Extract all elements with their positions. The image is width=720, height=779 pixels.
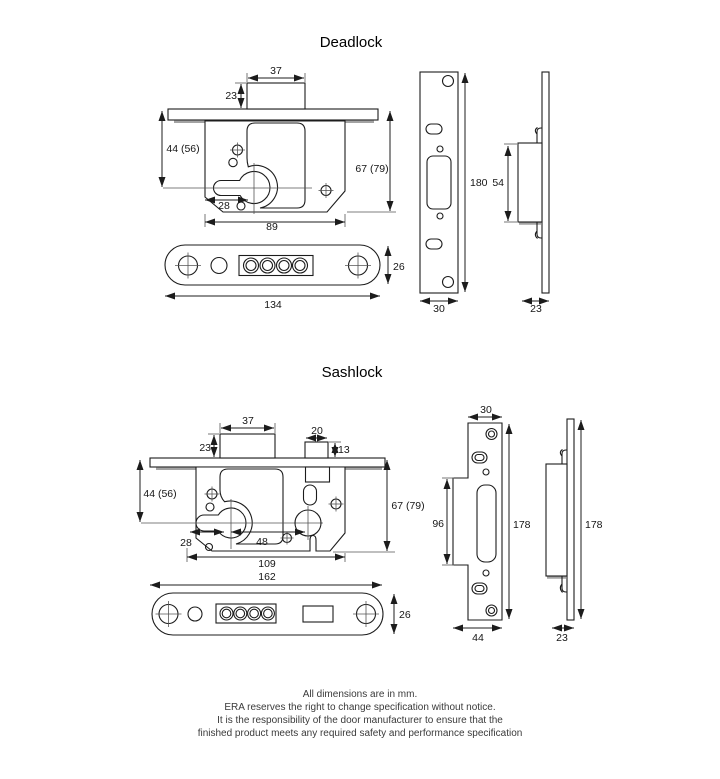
dim-label-bolt-width: 37 [270, 65, 282, 77]
dim-label-forend-length: 134 [264, 299, 282, 311]
deadlock-keep-side-view [492, 72, 549, 315]
dim-label-case-height: 67 (79) [391, 500, 425, 512]
dim-label-forend-width: 26 [399, 609, 411, 621]
sashlock-forend-edge [150, 458, 385, 467]
sashlock-bolt [220, 434, 275, 458]
dim-label-keep-side-height: 178 [585, 519, 603, 531]
dim-label-keyhole-centre: 44 (56) [166, 143, 200, 155]
dim-label-keep-cutout-height: 96 [432, 518, 444, 530]
dim-label-forend-width: 26 [393, 261, 405, 273]
dim-label-case-width: 89 [266, 221, 278, 233]
dim-label-keep-depth: 23 [556, 632, 568, 644]
dim-label-keep-width-top: 30 [480, 404, 492, 416]
dim-label-keyhole-to-follower: 48 [256, 536, 268, 548]
dim-label-case-width: 109 [258, 558, 276, 570]
keep-tab-top [560, 450, 567, 465]
dim-label-keyhole-centre: 44 (56) [143, 488, 177, 500]
sashlock-latch [305, 442, 328, 458]
deadlock-forend-edge [168, 109, 378, 120]
dim-label-keep-depth: 23 [530, 303, 542, 315]
deadlock-keep-front-view [420, 72, 488, 315]
sashlock-keep-front-view [432, 404, 530, 644]
footer-line-2: ERA reserves the right to change specification without notice. [224, 702, 496, 713]
footer-notes [198, 689, 523, 739]
deadlock-keep-plate [420, 72, 458, 293]
dim-label-bolt-height: 23 [225, 90, 237, 102]
deadlock-forend-view [165, 245, 405, 311]
deadlock-title: Deadlock [319, 34, 383, 51]
keep-box [518, 143, 542, 222]
footer-line-1: All dimensions are in mm. [302, 689, 418, 700]
keep-tab-top [535, 128, 542, 144]
deadlock-diagram [162, 34, 549, 315]
deadlock-bolt [247, 83, 305, 109]
sashlock-diagram [140, 364, 603, 644]
dim-label-keep-width: 30 [433, 303, 445, 315]
dim-label-latch-height: 13 [338, 444, 350, 456]
sashlock-forend-view [152, 593, 411, 635]
dim-label-bolt-height: 23 [199, 442, 211, 454]
sashlock-forend-plate [152, 593, 383, 635]
sashlock-keep-side-view [546, 419, 603, 644]
footer-line-3: It is the responsibility of the door manufacturer to ensure that the [217, 715, 503, 726]
dim-label-case-height: 67 (79) [355, 163, 389, 175]
dim-label-keyhole-offset: 28 [218, 200, 230, 212]
dim-label-keep-height: 178 [513, 519, 531, 531]
sashlock-case-view [140, 415, 425, 585]
sashlock-title: Sashlock [321, 364, 383, 381]
deadlock-case-view [162, 65, 396, 233]
keep-plate-edge [567, 419, 574, 620]
keep-box [546, 464, 567, 576]
dim-label-keyhole-offset: 28 [180, 537, 192, 549]
dim-label-keep-box-height: 54 [492, 177, 504, 189]
footer-line-4: finished product meets any required safety and performance specification [197, 728, 523, 739]
keep-plate-edge [542, 72, 549, 293]
dim-label-keep-height: 180 [470, 177, 488, 189]
dim-label-forend-length: 162 [258, 571, 276, 583]
dim-label-keep-width-overall: 44 [472, 632, 484, 644]
dim-label-latch-width: 20 [311, 425, 323, 437]
dim-label-bolt-width: 37 [242, 415, 254, 427]
